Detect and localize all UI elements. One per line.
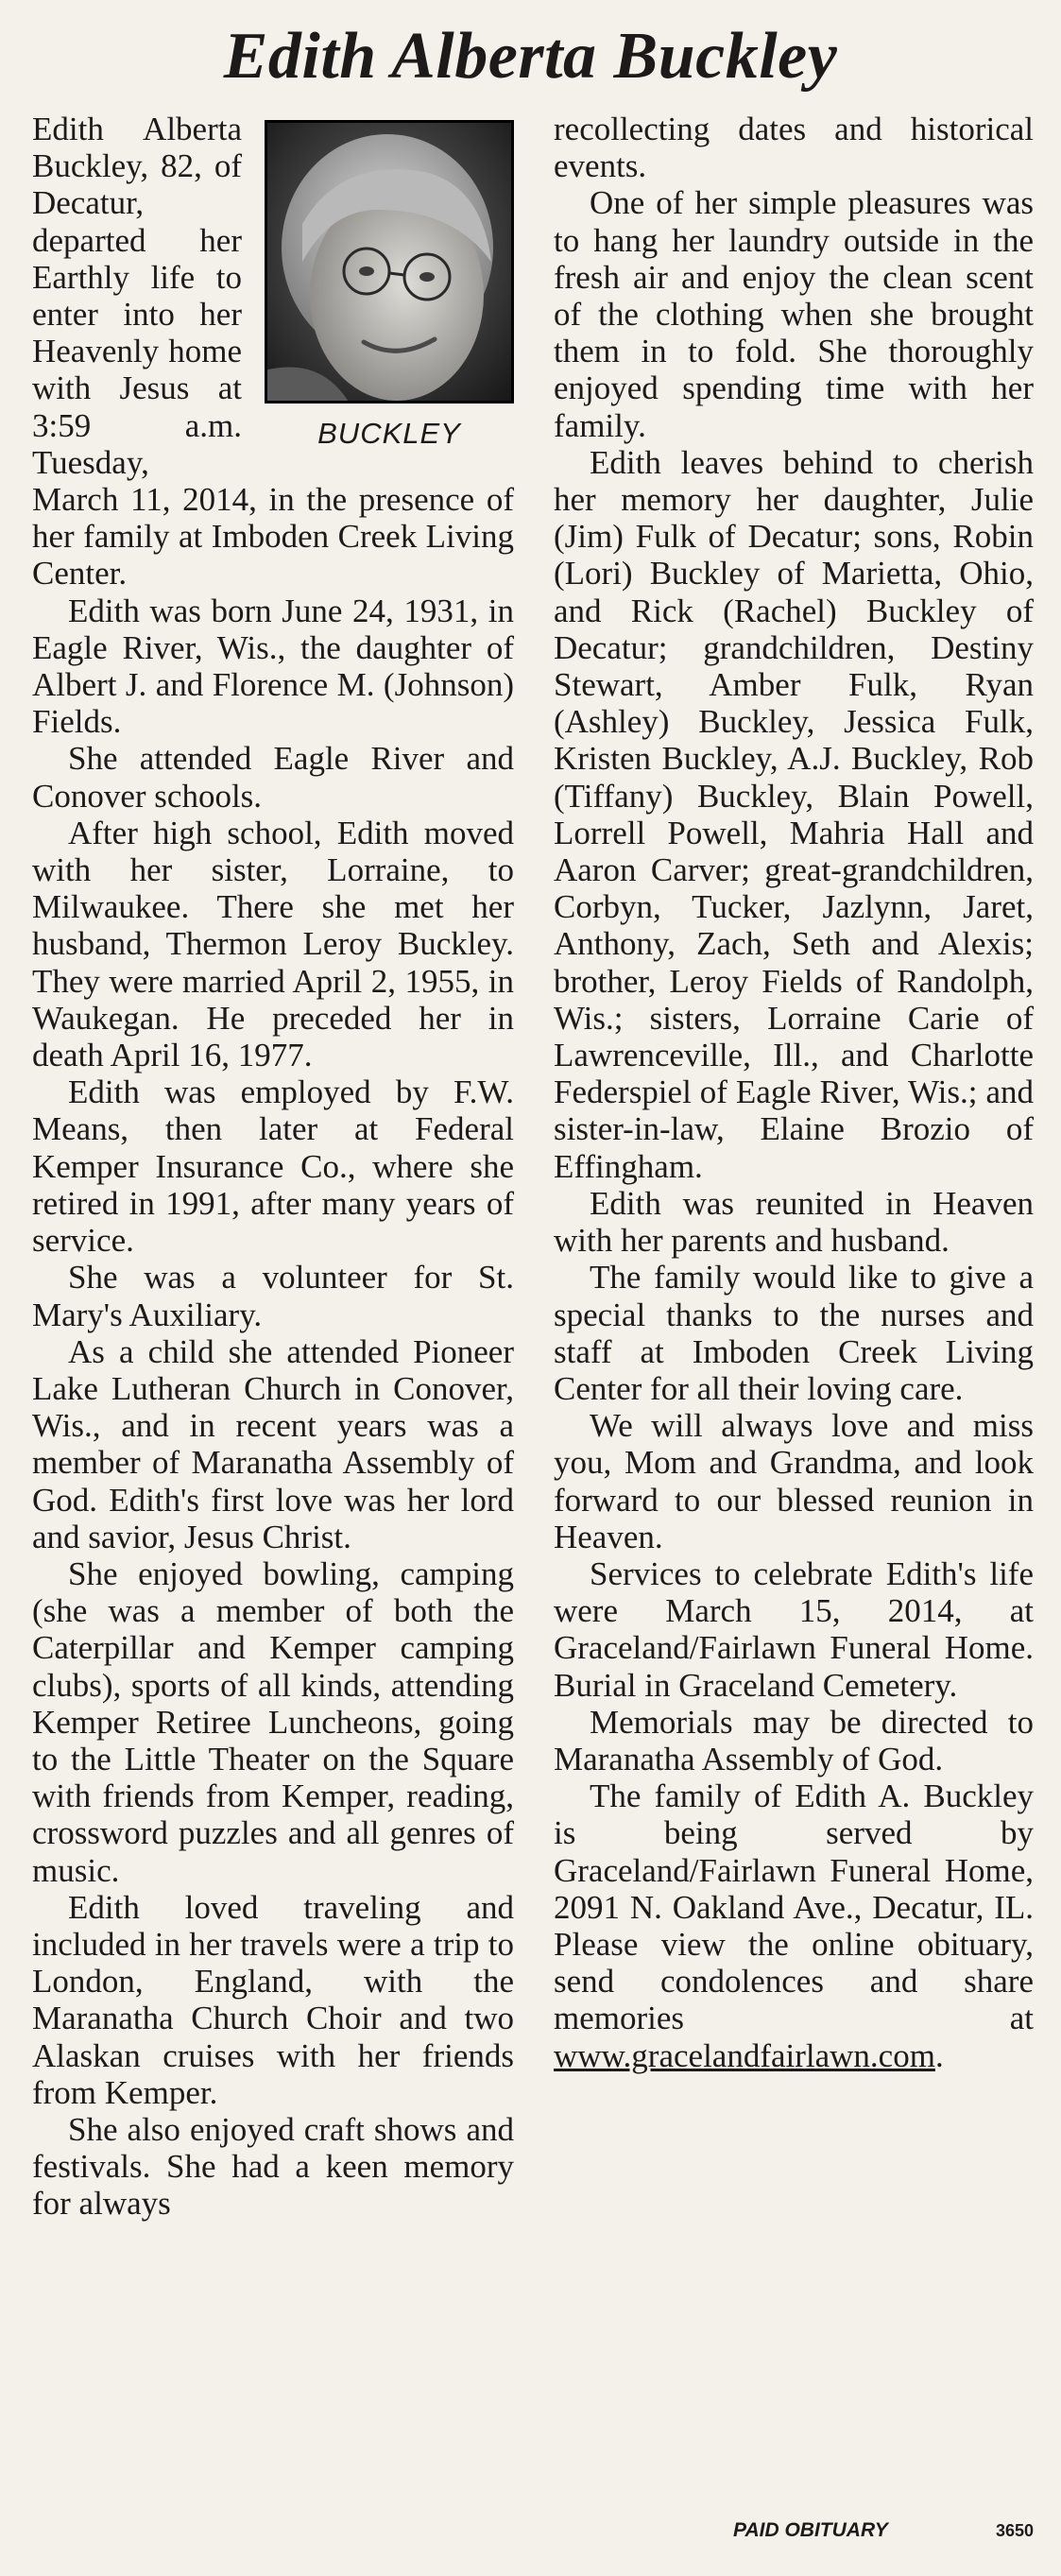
left-column [32, 111, 514, 2223]
paragraph: One of her simple pleasures was to hang her laundry outside in the fresh air and enjoy the clean scent of the clothing when she brought them in to fold. She thoroughly enjoyed spending time with her family. [554, 184, 1034, 444]
ad-code: 3650 [995, 2521, 1034, 2540]
paragraph: She also enjoyed craft shows and festivals. She had a keen memory for always [32, 2110, 514, 2223]
paragraph: She was a volunteer for St. Mary's Auxiliary. [32, 1259, 514, 1333]
paragraph: Edith was reunited in Heaven with her parents and husband. [554, 1184, 1034, 1260]
paragraph: After high school, Edith moved with her sister, Lorraine, to Milwaukee. There she met her husband, Thermon Leroy Buckley. They were married April 2, 1955, in Waukegan. He preceded her in death April 16, 1977. [32, 814, 514, 1074]
photo-caption: BUCKLEY [317, 417, 461, 450]
paragraph: Services to celebrate Edith's life were March 15, 2014, at Graceland/Fairlawn Funeral Home. Burial in Graceland Cemetery. [554, 1554, 1034, 1704]
paragraph-final [554, 1777, 1034, 2074]
paragraph: Edith Alberta Buckley, 82, of Decatur, departed her Earthly life to enter into her Heavenly home with Jesus at 3:59 a.m. Tuesday, March 11, 2014, in the presence of her family at Imboden Creek Living Center. [32, 111, 514, 592]
website-link[interactable]: www.gracelandfairlawn.com [554, 2036, 935, 2074]
paid-obituary-label: PAID OBITUARY [733, 2519, 888, 2541]
right-column [554, 111, 1034, 2074]
paragraph: Edith leaves behind to cherish her memory her daughter, Julie (Jim) Fulk of Decatur; sons, Robin (Lori) Buckley of Marietta, Ohio, and Rick (Rachel) Buckley of Decatur; grandchildren, Destiny Stewart, Amber Fulk, Ryan (Ashley) Buckley, Jessica Fulk, Kristen Buckley, A.J. Buckley, Rob (Tiffany) Buckley, Blain Powell, Lorrell Powell, Mahria Hall and Aaron Carver; great-grandchildren, Corbyn, Tucker, Jazlynn, Jaret, Anthony, Zach, Seth and Alexis; brother, Leroy Fields of Randolph, Wis.; sisters, Lorraine Carie of Lawrenceville, Ill., and Charlotte Federspiel of Eagle River, Wis.; and sister-in-law, Elaine Brozio of Effingham. [554, 443, 1034, 1185]
paragraph: The family would like to give a special thanks to the nurses and staff at Imboden Creek Living Center for all their loving care. [554, 1259, 1034, 1407]
paragraph: recollecting dates and historical events. [554, 111, 1034, 185]
website-period: . [934, 2036, 944, 2074]
paragraph: Memorials may be directed to Maranatha Assembly of God. [554, 1703, 1034, 1777]
paragraph: As a child she attended Pioneer Lake Lutheran Church in Conover, Wis., and in recent years was a member of Maranatha Assembly of God. Edith's first love was her lord and savior, Jesus Christ. [32, 1332, 514, 1555]
portrait-photo [265, 120, 514, 404]
obituary-title: Edith Alberta Buckley [223, 20, 838, 93]
paragraph: Edith was born June 24, 1931, in Eagle River, Wis., the daughter of Albert J. and Florence M. (Johnson) Fields. [32, 592, 514, 741]
final-paragraph-text: The family of Edith A. Buckley is being served by Graceland/Fairlawn Funeral Home, 2091 N. Oakland Ave., Decatur, IL. Please view the online obituary, send condolences and share memories at [554, 1777, 1034, 2037]
paragraph: We will always love and miss you, Mom and Grandma, and look forward to our blessed reunion in Heaven. [554, 1407, 1034, 1555]
paragraph: Edith loved traveling and included in her travels were a trip to London, England, with the Maranatha Church Choir and two Alaskan cruises with her friends from Kemper. [32, 1888, 514, 2111]
paragraph: She attended Eagle River and Conover schools. [32, 740, 514, 815]
photo-block [265, 120, 514, 451]
paragraph: Edith was employed by F.W. Means, then later at Federal Kemper Insurance Co., where she retired in 1991, after many years of service. [32, 1073, 514, 1260]
paragraph: She enjoyed bowling, camping (she was a member of both the Caterpillar and Kemper camping clubs), sports of all kinds, attending Kemper Retiree Luncheons, going to the Little Theater on the Square with friends from Kemper, reading, crossword puzzles and all genres of music. [32, 1554, 514, 1889]
